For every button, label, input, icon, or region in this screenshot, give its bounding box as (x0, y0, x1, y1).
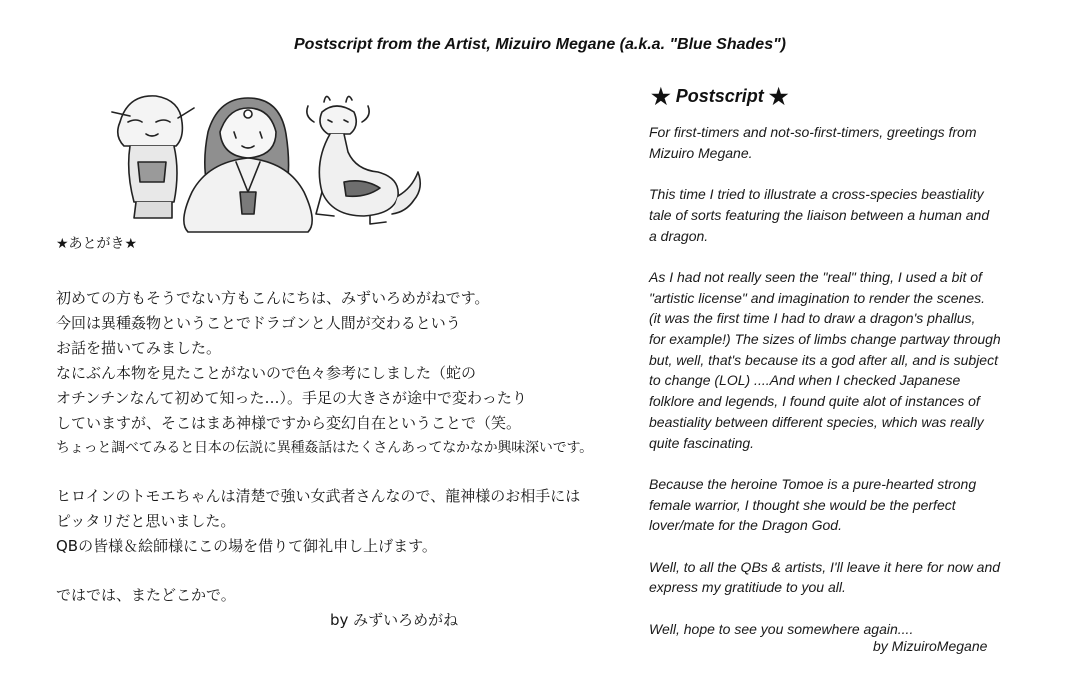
japanese-line: していますが、そこはまあ神様ですから変幻自在ということで（笑。 (56, 414, 522, 432)
postscript-line: tale of sorts featuring the liaison between a human and (649, 206, 990, 223)
postscript-paragraph (649, 267, 1059, 453)
postscript-paragraph (649, 619, 1059, 640)
postscript-line: quite fascinating. (649, 434, 755, 451)
page-title: Postscript from the Artist, Mizuiro Megane (a.k.a. "Blue Shades") (294, 36, 786, 53)
postscript-line: "artistic license" and imagination to render the scenes. (649, 289, 986, 306)
postscript-paragraph (649, 474, 1059, 536)
postscript-line: express my gratitiude to you all. (649, 579, 846, 596)
postscript-paragraph (649, 122, 1059, 163)
postscript-line: For first-timers and not-so-first-timers, greetings from (649, 124, 977, 140)
postscript-paragraph (649, 184, 1059, 246)
postscript-line: Well, to all the QBs & artists, I'll leave it here for now and (649, 558, 1001, 575)
postscript-line: Mizuiro Megane. (649, 144, 753, 161)
postscript-line: folklore and legends, I found quite alot of instances of (649, 393, 980, 410)
japanese-line: なにぶん本物を見たことがないので色々参考にしました（蛇の (56, 364, 477, 382)
postscript-heading (651, 84, 789, 110)
japanese-line: お話を描いてみました。 (56, 339, 222, 357)
postscript-line: As I had not really seen the "real" thing, I used a bit of (649, 268, 982, 285)
japanese-paragraph-1 (56, 286, 636, 461)
postscript-line: for example!) The sizes of limbs change partway through (649, 331, 1001, 347)
japanese-line: オチンチンなんて初めて知った…）。手足の大きさが途中で変わったり (56, 389, 527, 407)
postscript-heading-label: Postscript (675, 86, 764, 106)
postscript-line: a dragon. (649, 227, 709, 244)
japanese-heading: ★あとがき★ (56, 236, 138, 252)
characters-and-dragon-illustration (108, 92, 428, 238)
star-icon: ★ (768, 84, 789, 109)
japanese-line: 初めての方もそうでない方もこんにちは、みずいろめがねです。 (56, 289, 490, 307)
postscript-line: but, well, that's because its a god after all, and is subject (649, 351, 998, 368)
postscript-line: Because the heroine Tomoe is a pure-hearted strong (649, 475, 977, 492)
postscript-line: female warrior, I thought she would be the perfect (649, 496, 956, 513)
postscript-line: to change (LOL) ....And when I checked Japanese (649, 372, 961, 389)
postscript-paragraph (649, 557, 1059, 598)
postscript-line: This time I tried to illustrate a cross-species beastiality (649, 186, 984, 203)
postscript-signature: by MizuiroMegane (873, 638, 988, 654)
japanese-closing: ではでは、またどこかで。 (56, 586, 236, 604)
japanese-line: 今回は異種姦物ということでドラゴンと人間が交わるという (56, 314, 461, 332)
postscript-line: Well, hope to see you somewhere again.... (649, 620, 914, 637)
japanese-line: ちょっと調べてみると日本の伝説に異種姦話はたくさんあってなかなか興味深いです。 (56, 440, 593, 456)
japanese-signature: by みずいろめがね (330, 611, 459, 629)
postscript-line: beastiality between different species, which was really (649, 413, 984, 430)
japanese-line: ピッタリだと思いました。 (56, 512, 236, 530)
postscript-line: lover/mate for the Dragon God. (649, 517, 842, 534)
postscript-body (649, 122, 1059, 640)
postscript-line: (it was the first time I had to draw a dragon's phallus, (649, 310, 976, 327)
japanese-line: ヒロインのトモエちゃんは清楚で強い女武者さんなので、龍神様のお相手には (56, 487, 581, 505)
star-icon: ★ (651, 84, 671, 109)
japanese-paragraph-2 (56, 484, 636, 559)
japanese-line: QBの皆様＆絵師様にこの場を借りて御礼申し上げます。 (56, 537, 437, 555)
